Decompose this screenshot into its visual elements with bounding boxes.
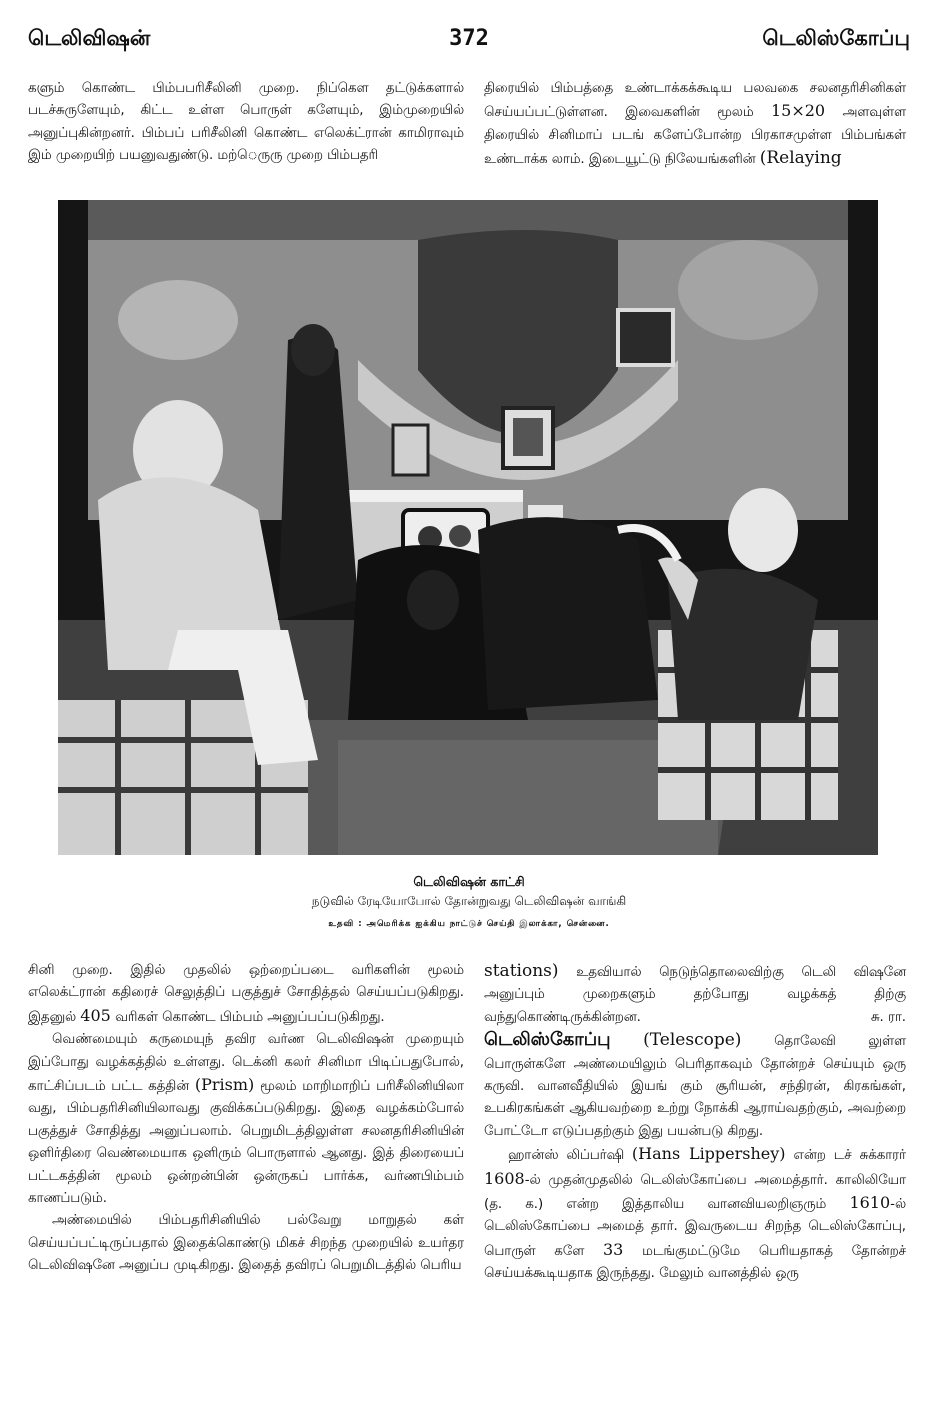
text-run: -ல் டெலிஸ்கோப்பை அமைத் தார். இவருடைய சிறந்த டெலிஸ்கோப்பு, பொருள் களே [484,1197,906,1259]
figure-caption-title: டெலிவிஷன் காட்சி [413,874,525,889]
year-value: 1608 [484,1168,525,1188]
bottom-right-column [484,960,906,1286]
english-term: (Prism) [194,1075,255,1095]
text-run: தொலேவி லுள்ள பொருள்களே அண்மையிலும் பெரிதாகவும் தோன்றச் செய்யும் ஒரு கருவி. வானவீதியில் இயங் கும் சூரியன், சந்திரன், கிரகங்கள், உபகிரகங்கள் ஆகியவற்றை உற்று நோக்கி ஆராய்வதற்கும், அவற்றை போட்டோ எடுப்பதற்கும் இது பயன்படு கிறது. [484,1034,906,1139]
header-right-title: டெலிஸ்கோப்பு [762,26,910,50]
television-scene-photo [58,200,878,855]
bottom-left-column [28,960,464,1278]
top-right-paragraph [484,78,906,172]
text-run: சினி முறை. இதில் முதலில் ஒற்றைப்படை வரிகளின் மூலம் எலெக்ட்ரான் கதிரைச் செலுத்திப் பகுத்துச் சோதித்தல் செய்யப்படுகிறது. இதனுல் [28,963,464,1025]
text-run: -ல் முதன்முதலில் டெலிஸ்கோப்பை அமைத்தார். காலிலியோ (த. க.) என்ற இத்தாலிய வானவியலறிஞரும் [484,1172,906,1213]
paragraph [28,960,464,1029]
year-value: 1610 [849,1193,891,1213]
text-run: என்ற டச் சுக்காரர் [785,1148,907,1164]
entry-headword: டெலிஸ்கோப்பு [484,1029,611,1051]
english-term: stations) [484,961,559,981]
top-right-column [484,78,906,172]
dimension-value: 15×20 [770,101,826,121]
running-header [28,26,910,56]
english-term: (Relaying [759,148,842,169]
paragraph [484,960,906,1029]
author-signature: சு. ரா. [870,1009,906,1025]
top-left-paragraph: களும் கொண்ட பிம்பபரிசீலினி முறை. நிப்கௌ தட்டுக்களால் படச்சுருளேயும், கிட்ட உள்ள பொருள் களேயும், இம்முறையில் அனுப்புகின்றனர். பிம்பப் பரிசீலினி கொண்ட எலெக்ட்ரான் காமிராவும் இம் முறையிற் பயனுவதுண்டு. மற்ெருரு முறை பிம்பதரி [28,81,464,164]
text-run: மூலம் மாறிமாறிப் பரிசீலினியிலா வது, பிம்பதரிசினியிலாவது குவிக்கப்படுகிறது. இதை வழக்கம்போல் பகுத்துச் சோதித்து அனுப்பலாம். பெறுமிடத்திலுள்ள சலனதரிசினியின் ஒளிர்திரை வெண்மையாக ஒளிரும் பொருளால் ஆனது. இத் திரையைப் பட்டகத்தின் மூலம் ஒன்றன்பின் ஒன்ருகப் பார்க்க, வர்ணபிம்பம் காணப்படும். [28,1079,464,1207]
text-run: திரையில் பிம்பத்தை உண்டாக்கக்கூடிய பலவகை சலனதரிசினிகள் செய்யப்பட்டுள்ளன. இவைகளின் மூலம் [484,81,906,121]
number-value: 405 [80,1005,111,1025]
paragraph: அண்மையில் பிம்பதரிசினியில் பல்வேறு மாறுதல் கள் செய்யப்பட்டிருப்பதால் இதைக்கொண்டு மிகச் சிறந்த முறையில் உயர்தர டெலிவிஷனே அனுப்ப முடிகிறது. இதைத் தவிரப் பெறுமிடத்தில் பெரிய [28,1213,464,1274]
text-run: வெண்மையும் கருமையுந் தவிர வர்ண டெலிவிஷன் முறையும் இப்போது வழக்கத்தில் உள்ளது. டெக்னி கலர் சினிமா பிடிப்பதுபோல், காட்சிப்படம் பட்ட கத்தின் [28,1032,464,1095]
figure-caption-subtitle: நடுவில் ரேடியோபோல் தோன்றுவது டெலிவிஷன் வாங்கி [311,894,627,908]
entry-paragraph [484,1029,906,1143]
figure-credit: உதவி : அமெரிக்க ஐக்கிய நாட்டுச் செய்தி இலாக்கா, சென்னை. [328,919,610,929]
text-run: அளவுள்ள திரையில் சினிமாப் படங் களேப்போன்ற பிரகாசமுள்ள பிம்பங்கள் உண்டாக்க லாம். இடையூட்டு நிலேயங்களின் [484,105,906,168]
paragraph [484,1143,906,1285]
photo-illustration [58,200,878,855]
paragraph [28,1029,464,1210]
english-term: (Hans Lippershey) [631,1144,786,1164]
text-run: மடங்குமட்டுமே பெரியதாகத் தோன்றச் செய்யக்கூடியதாக இருந்தது. மேலும் வானத்தில் ஒரு [484,1243,906,1282]
number-value: 33 [603,1239,624,1259]
text-run: வரிகள் கொண்ட பிம்பம் அனுப்பப்படுகிறது. [110,1009,385,1025]
header-left-title: டெலிவிஷன் [28,26,151,50]
entry-headword-english: (Telescope) [643,1030,742,1051]
top-left-column [28,78,464,168]
page-number: 372 [449,26,489,51]
text-run: உதவியால் நெடுந்தொலைவிற்கு டெலி விஷனே அனுப்பும் முறைகளும் தற்போது வழக்கத் திற்கு வந்துகொண்டிருக்கின்றன. [484,965,906,1025]
text-run: ஹான்ஸ் லிப்பர்ஷி [508,1148,632,1164]
